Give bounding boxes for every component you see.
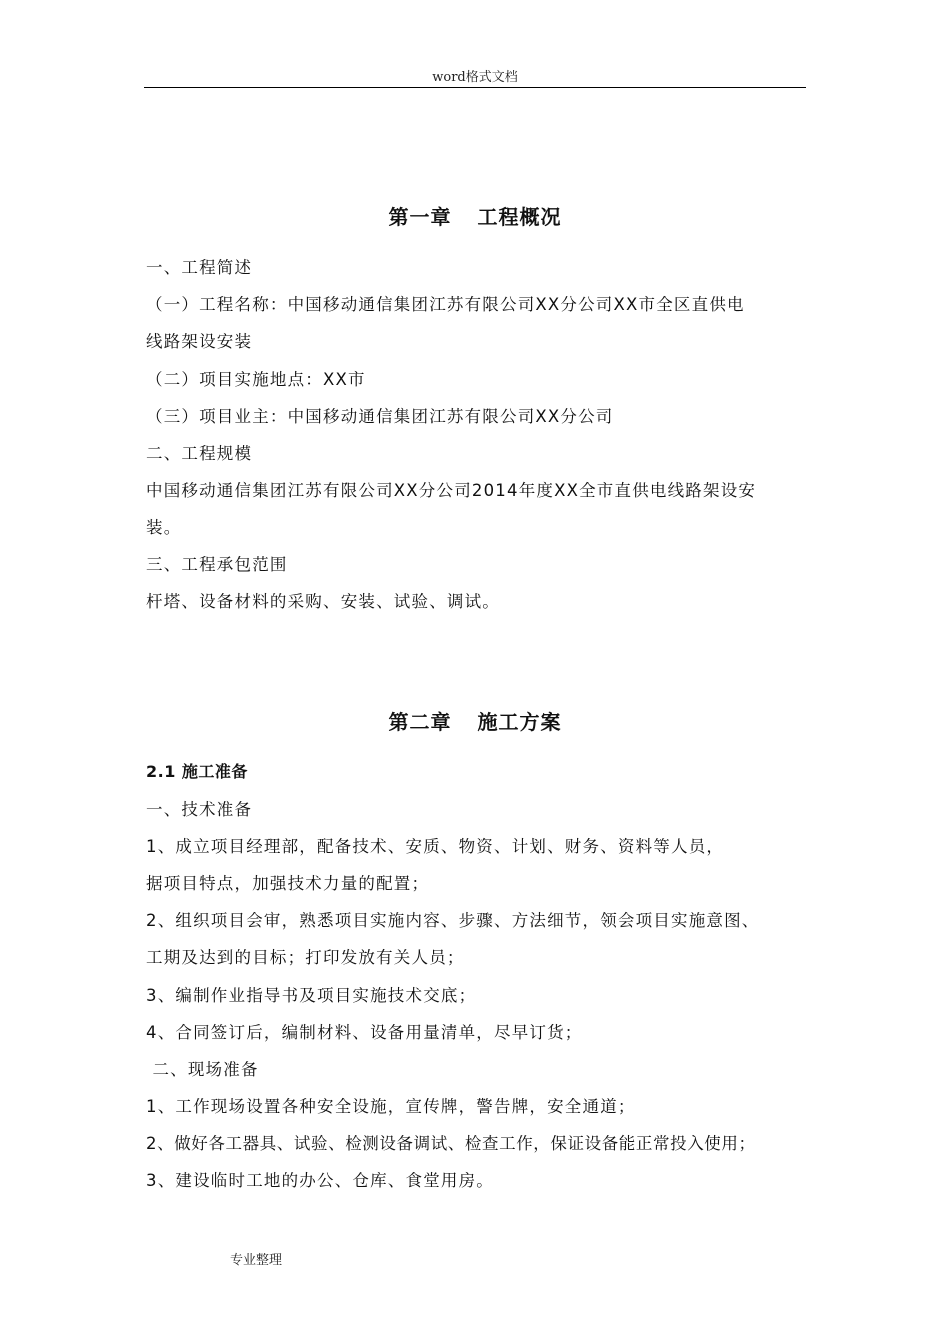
chapter-1-title: 工程概况	[477, 205, 562, 229]
chapter-2-label: 第二章	[388, 710, 452, 734]
ch1-line: 二、工程规模	[146, 444, 253, 463]
ch1-line: （三）项目业主：中国移动通信集团江苏有限公司XX分公司	[146, 407, 614, 426]
ch2-line: 1、成立项目经理部，配备技术、安质、物资、计划、财务、资料等人员，	[146, 837, 725, 856]
ch2-line: 据项目特点，加强技术力量的配置；	[146, 874, 430, 893]
ch2-line: 工期及达到的目标；打印发放有关人员；	[146, 948, 465, 967]
ch1-line: （二）项目实施地点：XX市	[146, 370, 366, 389]
page-header: word格式文档	[432, 70, 518, 85]
chapter-2-heading	[144, 706, 806, 735]
chapter-1-label: 第一章	[388, 205, 452, 229]
chapter-2-title: 施工方案	[477, 710, 562, 734]
page-footer: 专业整理	[230, 1253, 283, 1268]
chapter-1-heading	[144, 201, 806, 230]
ch2-line: 2、做好各工器具、试验、检测设备调试、检查工作，保证设备能正常投入使用；	[146, 1134, 756, 1153]
ch2-line: 1、工作现场设置各种安全设施，宣传牌，警告牌，安全通道；	[146, 1097, 636, 1116]
ch1-line: 一、工程简述	[146, 258, 253, 277]
ch1-line: 装。	[146, 518, 182, 537]
ch1-line: （一）工程名称：中国移动通信集团江苏有限公司XX分公司XX市全区直供电	[146, 295, 745, 314]
ch2-line: 4、合同签订后，编制材料、设备用量清单，尽早订货；	[146, 1023, 583, 1042]
section-heading: 2.1 施工准备	[146, 762, 248, 781]
ch1-line: 三、工程承包范围	[146, 555, 288, 574]
ch2-line: 二、现场准备	[146, 1060, 259, 1079]
ch2-line: 一、技术准备	[146, 800, 253, 819]
ch2-line: 2、组织项目会审，熟悉项目实施内容、步骤、方法细节，领会项目实施意图、	[146, 911, 760, 930]
ch1-line: 线路架设安装	[146, 332, 253, 351]
ch2-line: 3、建设临时工地的办公、仓库、食堂用房。	[146, 1171, 494, 1190]
ch1-line: 杆塔、设备材料的采购、安装、试验、调试。	[146, 592, 500, 611]
ch1-line: 中国移动通信集团江苏有限公司XX分公司2014年度XX全市直供电线路架设安	[146, 481, 757, 500]
ch2-line: 3、编制作业指导书及项目实施技术交底；	[146, 986, 477, 1005]
header-rule	[144, 87, 806, 88]
